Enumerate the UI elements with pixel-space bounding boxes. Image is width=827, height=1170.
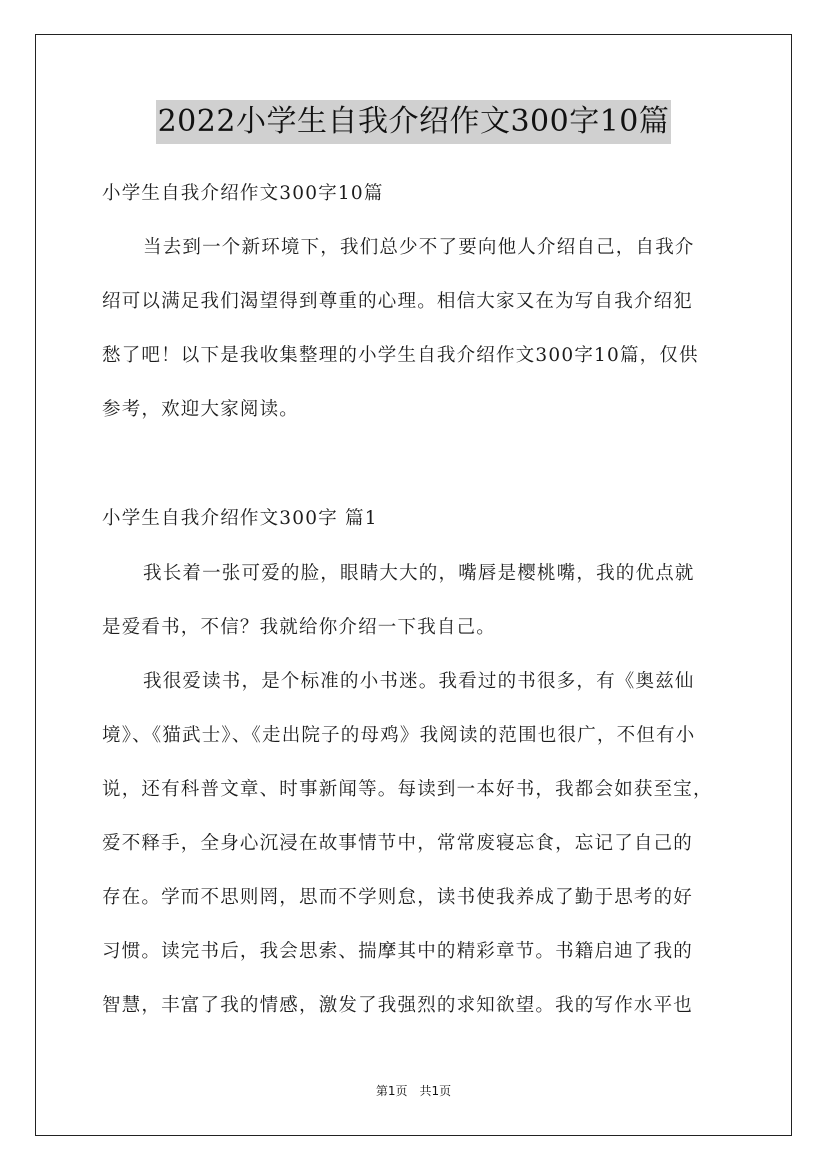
intro-line: 绍可以满足我们渴望得到尊重的心理。相信大家又在为写自我介绍犯 [102,291,694,312]
intro-line: 当去到一个新环境下，我们总少不了要向他人介绍自己，自我介 [143,237,695,258]
paragraph-line: 是爱看书，不信？我就给你介绍一下我自己。 [102,617,497,638]
paragraph-line: 智慧，丰富了我的情感，激发了我强烈的求知欲望。我的写作水平也 [102,995,694,1016]
section-heading: 小学生自我介绍作文300字 篇1 [102,508,378,529]
paragraph-line: 说，还有科普文章、时事新闻等。每读到一本好书，我都会如获至宝， [102,779,713,800]
intro-line: 参考，欢迎大家阅读。 [102,399,300,420]
paragraph-line: 存在。学而不思则罔，思而不学则怠，读书使我养成了勤于思考的好 [102,887,694,908]
document-title: 2022小学生自我介绍作文300字10篇 [156,100,672,144]
paragraph-line: 爱不释手，全身心沉浸在故事情节中，常常废寝忘食，忘记了自己的 [102,833,694,854]
paragraph-line: 习惯。读完书后，我会思索、揣摩其中的精彩章节。书籍启迪了我的 [102,941,694,962]
paragraph-line: 我长着一张可爱的脸，眼睛大大的，嘴唇是樱桃嘴，我的优点就 [143,563,695,584]
subtitle: 小学生自我介绍作文300字10篇 [102,183,384,204]
paragraph-line: 境》、《猫武士》、《走出院子的母鸡》我阅读的范围也很广，不但有小 [102,725,696,746]
page-footer: 第1页 共1页 [375,1084,452,1098]
title-container [0,100,827,144]
intro-line: 愁了吧！以下是我收集整理的小学生自我介绍作文300字10篇，仅供 [102,345,699,366]
paragraph-line: 我很爱读书，是个标准的小书迷。我看过的书很多，有《奥兹仙 [143,671,695,692]
